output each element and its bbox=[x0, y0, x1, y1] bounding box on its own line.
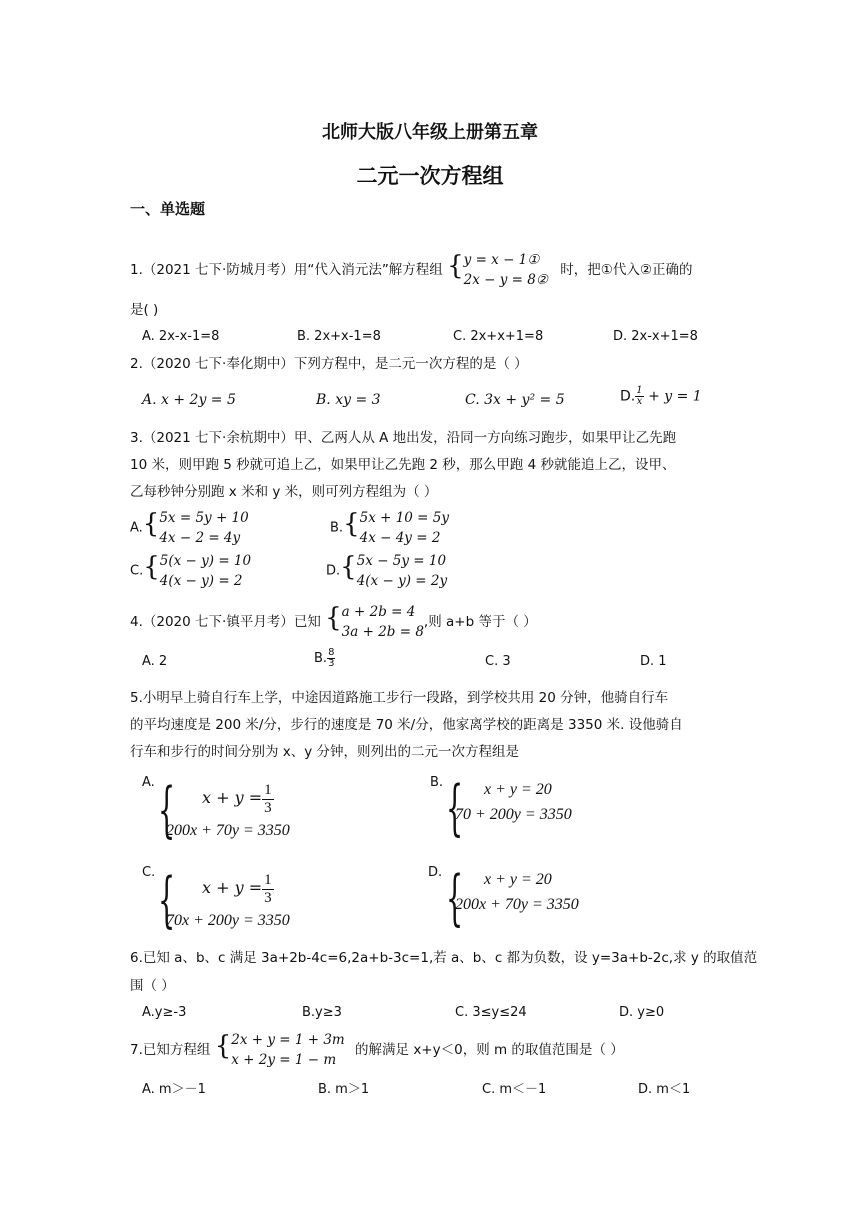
q2-d-label: D. bbox=[620, 388, 636, 405]
q4-option-d: D. 1 bbox=[640, 654, 667, 669]
q1-option-b: B. 2x+x-1=8 bbox=[297, 329, 381, 344]
brace-icon: { bbox=[214, 1031, 232, 1061]
q1-tail: 是( ) bbox=[130, 302, 159, 318]
q5-option-b-eq2: 70 + 200y = 3350 bbox=[455, 806, 572, 823]
q4-option-a: A. 2 bbox=[142, 654, 168, 669]
brace-icon: { bbox=[343, 509, 360, 539]
question-1 bbox=[130, 250, 692, 290]
q5-option-d-eq1: x + y = 20 bbox=[484, 871, 552, 888]
q2-option-c: C. 3x + y² = 5 bbox=[465, 392, 565, 408]
q4-option-b: B. $\frac{8}{3}$ bbox=[314, 647, 335, 669]
q3-line-1: 3.（2021 七下·余杭期中）甲、乙两人从 A 地出发，沿同一方向练习跑步，如果甲让乙先跑 bbox=[130, 430, 677, 446]
brace-icon: { bbox=[340, 552, 357, 582]
q5-option-d-label: D. bbox=[428, 865, 443, 880]
brace-icon: { bbox=[142, 509, 160, 539]
q5-option-c-label: C. bbox=[142, 865, 156, 880]
q2-option-b: B. xy = 3 bbox=[316, 392, 381, 408]
brace-icon: { bbox=[446, 863, 464, 933]
document-subtitle: 二元一次方程组 bbox=[356, 164, 504, 188]
q6-line-2: 围（ ） bbox=[130, 978, 175, 994]
q5-option-a-eq2: 200x + 70y = 3350 bbox=[166, 822, 290, 839]
q6-line-1: 6.已知 a、b、c 满足 3a+2b-4c=6,2a+b-3c=1,若 a、b、c 都为负数，设 y=3a+b-2c,求 y 的取值范 bbox=[130, 950, 758, 966]
q5-line-3: 行车和步行的时间分别为 x、y 分钟，则列出的二元一次方程组是 bbox=[130, 744, 520, 760]
q5-option-b-label: B. bbox=[430, 775, 444, 790]
q2-d-rest: + y = 1 bbox=[648, 388, 702, 405]
q5-option-c-eq1: x + y = $\frac{1}{3}$ bbox=[202, 872, 272, 906]
q1-suffix: 时，把①代入②正确的 bbox=[560, 262, 693, 278]
section-heading: 一、单选题 bbox=[130, 200, 206, 218]
q7-option-b: B. m＞1 bbox=[318, 1082, 370, 1097]
brace-icon: { bbox=[158, 775, 176, 845]
document-title: 北师大版八年级上册第五章 bbox=[322, 122, 538, 143]
q7-option-d: D. m＜1 bbox=[638, 1082, 691, 1097]
brace-icon: { bbox=[143, 552, 160, 582]
q5-option-a-label: A. bbox=[142, 775, 155, 790]
q2-d-num: 1 bbox=[636, 385, 643, 396]
q3-line-2: 10 米，则甲跑 5 秒就可追上乙，如果甲让乙先跑 2 秒，那么甲跑 4 秒就能追上乙，设甲、 bbox=[130, 457, 676, 473]
q3-option-a: A.{ 5x = 5y + 10 4x − 2 = 4y bbox=[130, 509, 249, 546]
q1-eq1: y = x − 1① bbox=[463, 252, 540, 268]
q7-option-a: A. m＞－1 bbox=[142, 1082, 206, 1097]
q3-line-3: 乙每秒钟分别跑 x 米和 y 米，则可列方程组为（ ） bbox=[130, 484, 438, 500]
q5-option-c-eq2: 70x + 200y = 3350 bbox=[166, 912, 290, 929]
q7-option-c: C. m＜－1 bbox=[482, 1082, 547, 1097]
q1-option-d: D. 2x-x+1=8 bbox=[613, 329, 698, 344]
q3-option-c: C.{ 5(x − y) = 10 4(x − y) = 2 bbox=[130, 552, 252, 589]
q5-line-1: 5.小明早上骑自行车上学，中途因道路施工步行一段路，到学校共用 20 分钟，他骑自行车 bbox=[130, 690, 669, 706]
q2-d-den: x bbox=[636, 396, 643, 407]
question-2: 2.（2020 七下·奉化期中）下列方程中，是二元一次方程的是（ ） bbox=[130, 356, 528, 372]
question-4: 4.（2020 七下·镇平月考）已知 { a + 2b = 4 3a + 2b = 8 ,则 a+b 等于（ ） bbox=[130, 603, 537, 640]
brace-icon: { bbox=[325, 603, 342, 633]
q5-line-2: 的平均速度是 200 米/分，步行的速度是 70 米/分，他家离学校的距离是 3350 米. 设他骑自 bbox=[130, 717, 683, 733]
q5-option-a-eq1: x + y = $\frac{1}{3}$ bbox=[202, 782, 272, 816]
q1-option-c: C. 2x+x+1=8 bbox=[453, 329, 544, 344]
q6-option-b: B.y≥3 bbox=[302, 1005, 342, 1020]
q2-option-a: A. x + 2y = 5 bbox=[142, 392, 236, 408]
brace-icon: { bbox=[447, 251, 464, 281]
q6-option-c: C. 3≤y≤24 bbox=[455, 1005, 527, 1020]
q1-option-a: A. 2x-x-1=8 bbox=[142, 329, 220, 344]
brace-icon: { bbox=[446, 773, 464, 843]
question-7: 7.已知方程组 { 2x + y = 1 + 3m x + 2y = 1 − m 的解满足 x+y＜0，则 m 的取值范围是（ ） bbox=[130, 1031, 624, 1068]
q1-eq2: 2x − y = 8② bbox=[463, 272, 548, 288]
q1-prefix: 1.（2021 七下·防城月考）用“代入消元法”解方程组 bbox=[130, 262, 443, 278]
q5-option-d-eq2: 200x + 70y = 3350 bbox=[455, 896, 579, 913]
q6-option-a: A.y≥-3 bbox=[142, 1005, 187, 1020]
brace-icon: { bbox=[158, 865, 176, 935]
q5-option-b-eq1: x + y = 20 bbox=[484, 781, 552, 798]
q3-option-b: B.{ 5x + 10 = 5y 4x − 4y = 2 bbox=[330, 509, 449, 546]
q2-option-d bbox=[620, 386, 702, 407]
q4-option-c: C. 3 bbox=[485, 654, 511, 669]
q6-option-d: D. y≥0 bbox=[619, 1005, 665, 1020]
q3-option-d: D.{ 5x − 5y = 10 4(x − y) = 2y bbox=[326, 552, 448, 589]
